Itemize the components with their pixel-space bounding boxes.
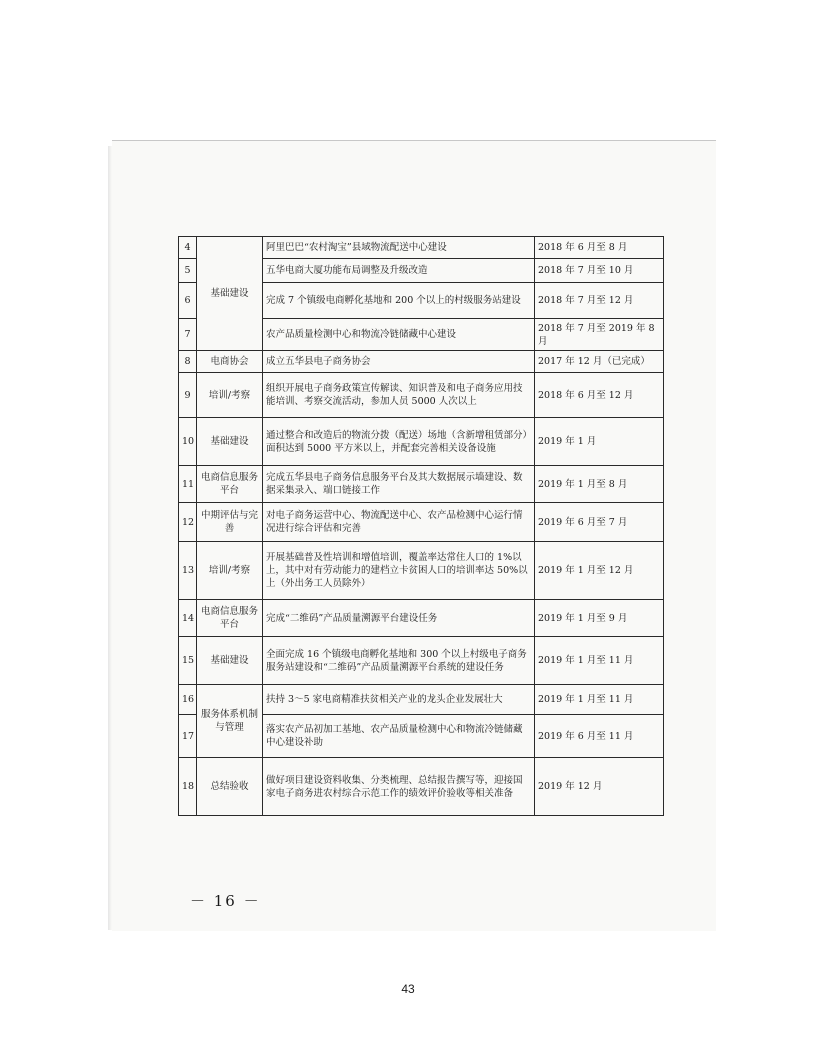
row-number: 12 bbox=[179, 503, 197, 542]
table-row bbox=[179, 466, 664, 503]
row-number: 13 bbox=[179, 542, 197, 600]
time-cell: 2019 年 6 月至 7 月 bbox=[535, 503, 664, 542]
category-cell: 电商信息服务平台 bbox=[197, 600, 263, 637]
scan-page-mark: － 16 － bbox=[190, 892, 261, 910]
row-number: 14 bbox=[179, 600, 197, 637]
task-cell: 成立五华县电子商务协会 bbox=[263, 351, 535, 373]
category-cell: 电商信息服务平台 bbox=[197, 466, 263, 503]
time-cell: 2018 年 6 月至 12 月 bbox=[535, 373, 664, 418]
row-number: 18 bbox=[179, 758, 197, 816]
time-cell: 2018 年 7 月至 2019 年 8 月 bbox=[535, 319, 664, 351]
table-row bbox=[179, 758, 664, 816]
time-cell: 2019 年 1 月至 9 月 bbox=[535, 600, 664, 637]
time-cell: 2019 年 1 月至 8 月 bbox=[535, 466, 664, 503]
row-number: 8 bbox=[179, 351, 197, 373]
task-cell: 开展基础普及性培训和增值培训，覆盖率达常住人口的 1%以上，其中对有劳动能力的建档立卡贫困人口的培训率达 50%以上（外出务工人员除外） bbox=[263, 542, 535, 600]
category-cell: 培训/考察 bbox=[197, 542, 263, 600]
category-cell: 电商协会 bbox=[197, 351, 263, 373]
time-cell: 2019 年 1 月至 11 月 bbox=[535, 685, 664, 715]
row-number: 10 bbox=[179, 418, 197, 466]
row-number: 6 bbox=[179, 283, 197, 319]
category-cell: 服务体系机制与管理 bbox=[197, 685, 263, 758]
table-row bbox=[179, 351, 664, 373]
task-cell: 落实农产品初加工基地、农产品质量检测中心和物流冷链储藏中心建设补助 bbox=[263, 715, 535, 758]
row-number: 5 bbox=[179, 259, 197, 283]
time-cell: 2018 年 6 月至 8 月 bbox=[535, 237, 664, 259]
time-cell: 2017 年 12 月（已完成） bbox=[535, 351, 664, 373]
task-cell: 对电子商务运营中心、物流配送中心、农产品检测中心运行情况进行综合评估和完善 bbox=[263, 503, 535, 542]
table-row bbox=[179, 418, 664, 466]
category-cell: 中期评估与完善 bbox=[197, 503, 263, 542]
table-row bbox=[179, 542, 664, 600]
table-row bbox=[179, 600, 664, 637]
time-cell: 2019 年 6 月至 11 月 bbox=[535, 715, 664, 758]
row-number: 16 bbox=[179, 685, 197, 715]
time-cell: 2019 年 1 月至 12 月 bbox=[535, 542, 664, 600]
row-number: 11 bbox=[179, 466, 197, 503]
task-cell: 完成五华县电子商务信息服务平台及其大数据展示墙建设、数据采集录入、端口链接工作 bbox=[263, 466, 535, 503]
row-number: 9 bbox=[179, 373, 197, 418]
table-row bbox=[179, 237, 664, 259]
table-row bbox=[179, 685, 664, 715]
table-row bbox=[179, 373, 664, 418]
category-cell: 基础建设 bbox=[197, 237, 263, 351]
task-cell: 农产品质量检测中心和物流冷链储藏中心建设 bbox=[263, 319, 535, 351]
time-cell: 2019 年 1 月 bbox=[535, 418, 664, 466]
time-cell: 2018 年 7 月至 10 月 bbox=[535, 259, 664, 283]
category-cell: 培训/考察 bbox=[197, 373, 263, 418]
category-cell: 基础建设 bbox=[197, 637, 263, 685]
task-cell: 扶持 3～5 家电商精准扶贫相关产业的龙头企业发展壮大 bbox=[263, 685, 535, 715]
category-cell: 总结验收 bbox=[197, 758, 263, 816]
row-number: 4 bbox=[179, 237, 197, 259]
task-cell: 完成 7 个镇级电商孵化基地和 200 个以上的村级服务站建设 bbox=[263, 283, 535, 319]
task-cell: 全面完成 16 个镇级电商孵化基地和 300 个以上村级电子商务服务站建设和“二维码”产品质量溯源平台系统的建设任务 bbox=[263, 637, 535, 685]
schedule-table bbox=[178, 236, 664, 816]
task-cell: 做好项目建设资料收集、分类梳理、总结报告撰写等，迎接国家电子商务进农村综合示范工作的绩效评价验收等相关准备 bbox=[263, 758, 535, 816]
time-cell: 2018 年 7 月至 12 月 bbox=[535, 283, 664, 319]
page-number: 43 bbox=[401, 982, 415, 996]
category-cell: 基础建设 bbox=[197, 418, 263, 466]
row-number: 7 bbox=[179, 319, 197, 351]
task-cell: 完成“二维码”产品质量溯源平台建设任务 bbox=[263, 600, 535, 637]
time-cell: 2019 年 1 月至 11 月 bbox=[535, 637, 664, 685]
table-row bbox=[179, 503, 664, 542]
row-number: 17 bbox=[179, 715, 197, 758]
row-number: 15 bbox=[179, 637, 197, 685]
table-row bbox=[179, 637, 664, 685]
task-cell: 阿里巴巴“农村淘宝”县域物流配送中心建设 bbox=[263, 237, 535, 259]
task-cell: 组织开展电子商务政策宣传解读、知识普及和电子商务应用技能培训、考察交流活动，参加人员 5000 人次以上 bbox=[263, 373, 535, 418]
task-cell: 五华电商大厦功能布局调整及升级改造 bbox=[263, 259, 535, 283]
task-cell: 通过整合和改造后的物流分拨（配送）场地（含新增租赁部分）面积达到 5000 平方米以上，并配套完善相关设备设施 bbox=[263, 418, 535, 466]
time-cell: 2019 年 12 月 bbox=[535, 758, 664, 816]
